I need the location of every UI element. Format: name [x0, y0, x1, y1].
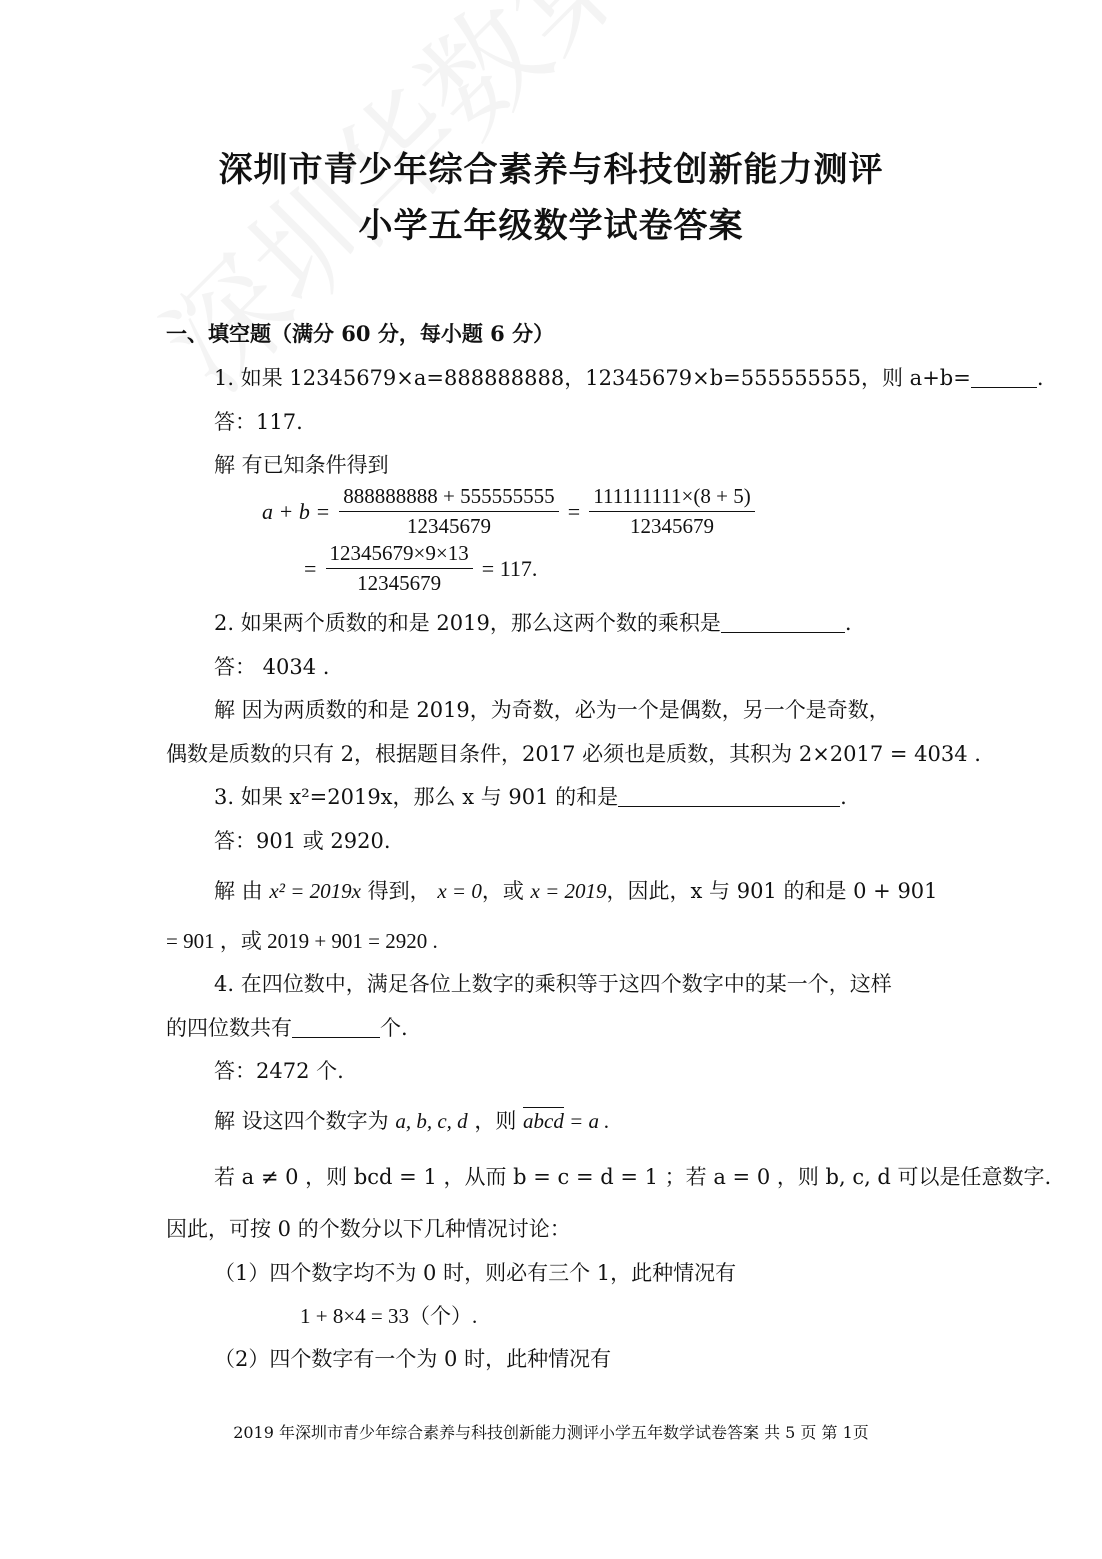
q1-text: 1. 如果 12345679×a=888888888，12345679×b=555555555，则 a+b= [214, 366, 971, 390]
q4-case1-calc: 1 + 8×4 = 33（个）. [300, 1304, 478, 1328]
q1-fraction-1-denominator: 12345679 [406, 514, 491, 538]
q3-sol-e: ，或 [481, 879, 531, 903]
q2-answer: 答： 4034 . [214, 655, 330, 679]
q4-solution-line3: 因此，可按 0 的个数分以下几种情况讨论： [166, 1217, 571, 1241]
q3-solution-line2: = 901 ，或 2019 + 901 = 2920 . [166, 929, 438, 953]
q2-solution-line1: 解 因为两质数的和是 2019，为奇数，必为一个是偶数，另一个是奇数， [214, 698, 890, 722]
q1-solution-intro: 解 有已知条件得到 [214, 453, 389, 477]
q3-sol-g: ，因此，x 与 901 的和是 0 + 901 [606, 879, 938, 903]
q4-case1: （1）四个数字均不为 0 时，则必有三个 1，此种情况有 [214, 1261, 737, 1285]
q1-answer: 答：117. [214, 410, 303, 434]
q4-sol-overline-number: abcd [523, 1109, 564, 1133]
q3-tail: . [840, 785, 847, 809]
q4-question-line1: 4. 在四位数中，满足各位上数字的乘积等于这四个数字中的某一个，这样 [214, 972, 892, 996]
q1-fraction-3 [326, 541, 473, 596]
q4-answer: 答：2472 个. [214, 1059, 344, 1083]
q2-solution-line2: 偶数是质数的只有 2，根据题目条件，2017 必须也是质数，其积为 2×2017 = 4034 . [166, 742, 981, 766]
q4-sol-e: = a . [563, 1109, 610, 1133]
q2-text: 2. 如果两个质数的和是 2019，那么这两个数的乘积是 [214, 611, 721, 635]
q1-tail: . [1036, 366, 1044, 390]
q3-answer: 答：901 或 2920. [214, 829, 391, 853]
q3-text: 3. 如果 x²=2019x，那么 x 与 901 的和是 [214, 785, 619, 809]
q4-sol-vars: a, b, c, d [395, 1109, 468, 1133]
q4-question-line2 [166, 1012, 408, 1042]
q1-equals-2: = [304, 555, 317, 581]
q1-fraction-2-denominator: 12345679 [629, 514, 714, 538]
page-footer: 2019 年深圳市青少年综合素养与科技创新能力测评小学五年数学试卷答案 共 5 页 第 1页 [233, 1423, 869, 1442]
q4-solution-line2: 若 a ≠ 0 ，则 bcd = 1 ，从而 b = c = d = 1 ；若 a = 0 ，则 b, c, d 可以是任意数字. [214, 1165, 1052, 1189]
q3-sol-eq2: x = 0 [437, 879, 482, 903]
q4-blank [292, 1017, 380, 1038]
q3-sol-c: 得到， [360, 879, 438, 903]
q1-fraction-3-numerator: 12345679×9×13 [326, 541, 473, 569]
q1-fraction-2-numerator: 111111111×(8 + 5) [589, 484, 754, 512]
q1-fraction-1-numerator: 888888888 + 555555555 [339, 484, 558, 512]
q2-blank [721, 612, 845, 633]
q1-lhs: a + b = [262, 498, 331, 524]
q4-sol-a: 解 设这四个数字为 [214, 1109, 396, 1133]
q1-equals: = [567, 498, 581, 524]
q3-blank [618, 786, 840, 807]
q2-tail: . [844, 611, 852, 635]
q2-question [214, 607, 852, 637]
q3-sol-eq3: x = 2019 [530, 879, 607, 903]
q4-text-2a: 的四位数共有 [166, 1016, 292, 1040]
q1-result: = 117. [481, 555, 538, 581]
q1-equation-row1 [258, 484, 755, 539]
q1-equation-row2 [300, 541, 541, 596]
q1-fraction-3-denominator: 12345679 [357, 571, 442, 595]
q4-solution-line1 [214, 1105, 610, 1135]
page-title-line2: 小学五年级数学试卷答案 [358, 206, 744, 246]
page-title-line1: 深圳市青少年综合素养与科技创新能力测评 [218, 150, 884, 190]
q1-blank [971, 367, 1037, 388]
q3-solution-line1 [214, 875, 938, 905]
q4-case2: （2）四个数字有一个为 0 时，此种情况有 [214, 1347, 612, 1371]
q4-text-2b: 个. [380, 1016, 408, 1040]
q3-sol-a: 解 由 [214, 879, 270, 903]
q1-fraction-1 [339, 484, 558, 539]
q1-fraction-2 [589, 484, 754, 539]
q1-question [214, 362, 1044, 392]
q4-sol-c: ，则 [467, 1109, 524, 1133]
section-heading: 一、填空题（满分 60 分，每小题 6 分） [166, 321, 555, 346]
q3-question [214, 781, 847, 811]
q3-sol-eq1: x² = 2019x [269, 879, 361, 903]
